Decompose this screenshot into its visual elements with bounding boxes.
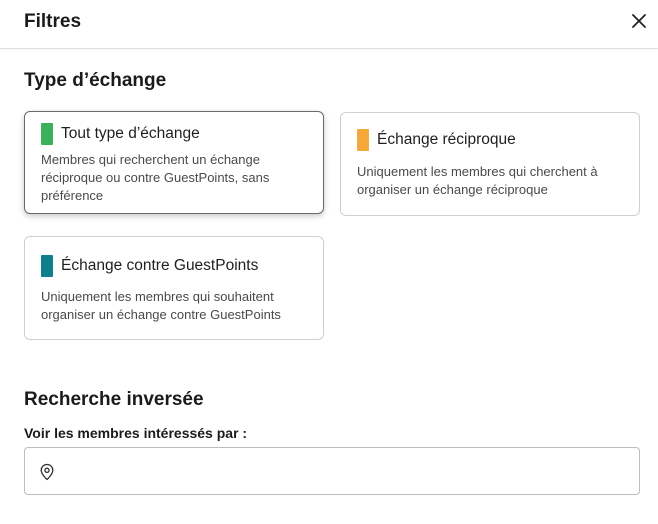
option-description: Uniquement les membres qui cherchent à organiser un échange réciproque (357, 164, 598, 197)
color-swatch (41, 255, 53, 277)
option-label: Échange contre GuestPoints (61, 257, 259, 274)
option-reciprocal-exchange[interactable] (340, 112, 640, 216)
location-search-field[interactable] (24, 447, 640, 495)
option-label: Tout type d’échange (61, 125, 200, 142)
reverse-search-title: Recherche inversée (24, 389, 204, 410)
location-search-input[interactable] (65, 448, 631, 494)
option-guestpoints-exchange[interactable] (24, 236, 324, 340)
exchange-type-title: Type d’échange (24, 70, 167, 91)
page-title: Filtres (24, 11, 82, 32)
close-button[interactable] (628, 10, 650, 32)
reverse-search-label: Voir les membres intéressés par : (24, 425, 248, 441)
color-swatch (357, 129, 369, 151)
option-all-exchange-types[interactable] (24, 111, 324, 214)
close-icon (628, 10, 650, 32)
option-label: Échange réciproque (377, 131, 516, 148)
option-description: Uniquement les membres qui souhaitent organiser un échange contre GuestPoints (41, 289, 281, 322)
filters-header (0, 0, 658, 49)
color-swatch (41, 123, 53, 145)
option-description: Membres qui recherchent un échange réciproque ou contre GuestPoints, sans préférence (41, 152, 270, 203)
location-pin-icon (38, 463, 56, 481)
